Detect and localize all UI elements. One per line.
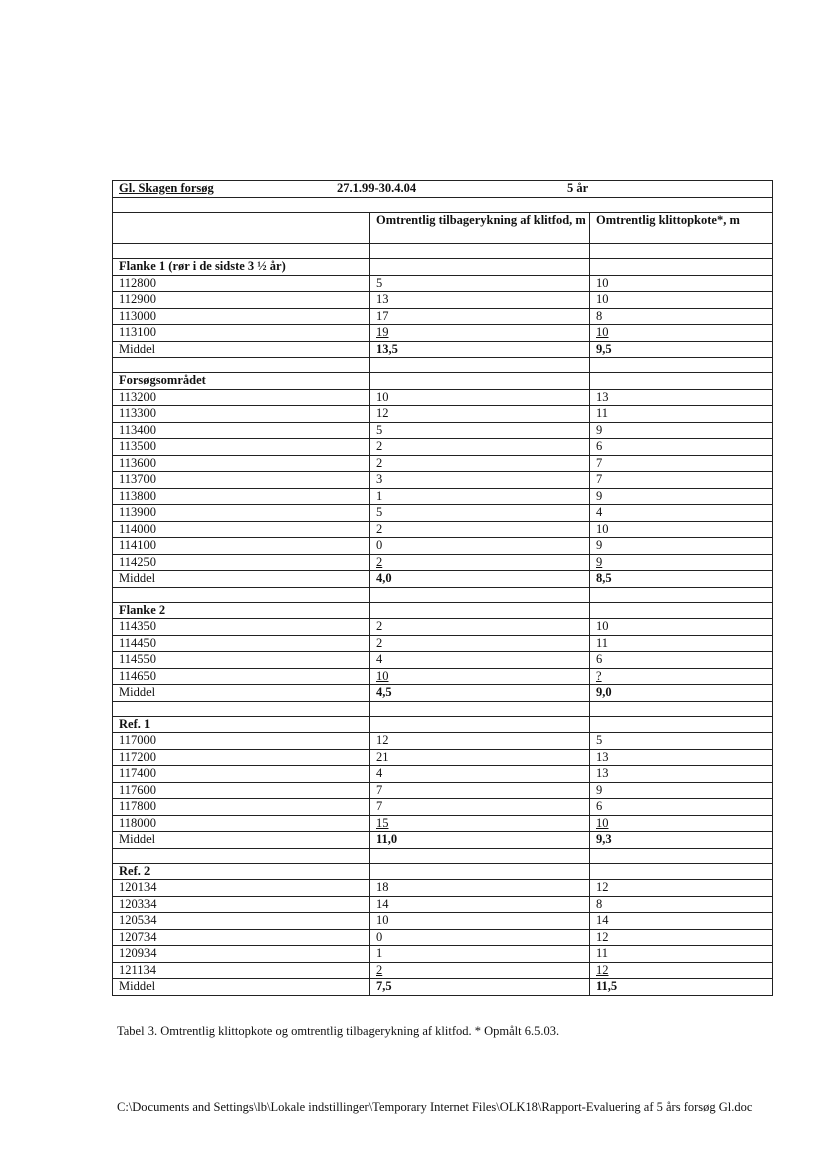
profile-id: 114000 bbox=[113, 521, 370, 538]
mean-label: Middel bbox=[113, 832, 370, 849]
empty-cell bbox=[370, 602, 590, 619]
spacer-row bbox=[113, 244, 773, 259]
table-row bbox=[113, 619, 773, 636]
mean-row bbox=[113, 979, 773, 996]
dune-top-value: 8 bbox=[590, 896, 773, 913]
dune-top-value: 8 bbox=[590, 308, 773, 325]
retreat-value: 2 bbox=[370, 554, 590, 571]
retreat-value: 7 bbox=[370, 782, 590, 799]
dune-top-value: 13 bbox=[590, 389, 773, 406]
table-row bbox=[113, 308, 773, 325]
retreat-value: 2 bbox=[370, 439, 590, 456]
empty-cell bbox=[370, 373, 590, 390]
header-retreat: Omtrentlig tilbagerykning af klitfod, m bbox=[370, 213, 590, 244]
dune-top-value: 7 bbox=[590, 472, 773, 489]
mean-row bbox=[113, 571, 773, 588]
retreat-value: 4 bbox=[370, 652, 590, 669]
section-heading-row bbox=[113, 602, 773, 619]
table-row bbox=[113, 766, 773, 783]
retreat-value: 10 bbox=[370, 668, 590, 685]
table-row bbox=[113, 913, 773, 930]
results-table-body bbox=[113, 181, 773, 996]
table-row bbox=[113, 635, 773, 652]
mean-row bbox=[113, 341, 773, 358]
dune-top-value: 10 bbox=[590, 619, 773, 636]
experiment-name: Gl. Skagen forsøg bbox=[119, 181, 214, 195]
profile-id: 113800 bbox=[113, 488, 370, 505]
dune-top-value: 4 bbox=[590, 505, 773, 522]
dune-top-value: 9 bbox=[590, 782, 773, 799]
spacer-cell bbox=[113, 358, 370, 373]
empty-cell bbox=[370, 716, 590, 733]
retreat-value: 0 bbox=[370, 929, 590, 946]
retreat-value: 2 bbox=[370, 455, 590, 472]
retreat-value: 2 bbox=[370, 635, 590, 652]
retreat-value: 17 bbox=[370, 308, 590, 325]
retreat-value: 18 bbox=[370, 880, 590, 897]
profile-id: 114650 bbox=[113, 668, 370, 685]
retreat-value: 1 bbox=[370, 488, 590, 505]
profile-id: 120734 bbox=[113, 929, 370, 946]
profile-id: 118000 bbox=[113, 815, 370, 832]
spacer-cell bbox=[370, 701, 590, 716]
empty-cell bbox=[590, 259, 773, 276]
section-heading-row bbox=[113, 259, 773, 276]
profile-id: 113600 bbox=[113, 455, 370, 472]
retreat-value: 0 bbox=[370, 538, 590, 555]
table-row bbox=[113, 538, 773, 555]
table-row bbox=[113, 880, 773, 897]
table-row bbox=[113, 505, 773, 522]
section-heading-row bbox=[113, 863, 773, 880]
table-caption: Tabel 3. Omtrentlig klittopkote og omtrentlig tilbagerykning af klitfod. * Opmålt 6.5.03. bbox=[117, 1024, 560, 1038]
duration: 5 år bbox=[567, 181, 589, 195]
dune-top-value: 14 bbox=[590, 913, 773, 930]
dune-top-value: 10 bbox=[590, 521, 773, 538]
blank-row bbox=[113, 198, 773, 213]
retreat-value: 3 bbox=[370, 472, 590, 489]
profile-id: 113500 bbox=[113, 439, 370, 456]
table-row bbox=[113, 815, 773, 832]
retreat-value: 15 bbox=[370, 815, 590, 832]
table-row bbox=[113, 422, 773, 439]
mean-label: Middel bbox=[113, 979, 370, 996]
dune-top-value: 6 bbox=[590, 652, 773, 669]
profile-id: 117200 bbox=[113, 749, 370, 766]
spacer-cell bbox=[370, 358, 590, 373]
retreat-value: 10 bbox=[370, 913, 590, 930]
dune-top-value: 13 bbox=[590, 766, 773, 783]
profile-id: 121134 bbox=[113, 962, 370, 979]
retreat-value: 5 bbox=[370, 275, 590, 292]
mean-retreat: 7,5 bbox=[370, 979, 590, 996]
title-cell bbox=[113, 181, 773, 198]
spacer-cell bbox=[370, 848, 590, 863]
retreat-value: 12 bbox=[370, 406, 590, 423]
empty-cell bbox=[370, 259, 590, 276]
dune-top-value: 10 bbox=[590, 292, 773, 309]
empty-cell bbox=[590, 716, 773, 733]
dune-top-value: 11 bbox=[590, 946, 773, 963]
mean-retreat: 13,5 bbox=[370, 341, 590, 358]
retreat-value: 7 bbox=[370, 799, 590, 816]
spacer-cell bbox=[113, 701, 370, 716]
profile-id: 113000 bbox=[113, 308, 370, 325]
mean-retreat: 4,5 bbox=[370, 685, 590, 702]
retreat-value: 19 bbox=[370, 325, 590, 342]
mean-label: Middel bbox=[113, 571, 370, 588]
section-heading-row bbox=[113, 716, 773, 733]
table-row bbox=[113, 652, 773, 669]
retreat-value: 2 bbox=[370, 619, 590, 636]
retreat-value: 14 bbox=[370, 896, 590, 913]
retreat-value: 13 bbox=[370, 292, 590, 309]
dune-top-value: 12 bbox=[590, 929, 773, 946]
results-table bbox=[112, 180, 773, 996]
profile-id: 114250 bbox=[113, 554, 370, 571]
profile-id: 117600 bbox=[113, 782, 370, 799]
spacer-cell bbox=[370, 244, 590, 259]
table-row bbox=[113, 749, 773, 766]
section-heading: Flanke 2 bbox=[113, 602, 370, 619]
dune-top-value: 7 bbox=[590, 455, 773, 472]
table-row bbox=[113, 554, 773, 571]
dune-top-value: 6 bbox=[590, 439, 773, 456]
mean-dune-top: 8,5 bbox=[590, 571, 773, 588]
dune-top-value: 11 bbox=[590, 406, 773, 423]
spacer-cell bbox=[113, 244, 370, 259]
dune-top-value: 9 bbox=[590, 488, 773, 505]
header-empty-cell bbox=[113, 213, 370, 244]
table-row bbox=[113, 406, 773, 423]
profile-id: 120534 bbox=[113, 913, 370, 930]
profile-id: 113400 bbox=[113, 422, 370, 439]
section-heading: Flanke 1 (rør i de sidste 3 ½ år) bbox=[113, 259, 370, 276]
section-heading-row bbox=[113, 373, 773, 390]
mean-dune-top: 9,5 bbox=[590, 341, 773, 358]
mean-retreat: 4,0 bbox=[370, 571, 590, 588]
date-range: 27.1.99-30.4.04 bbox=[337, 181, 417, 195]
profile-id: 114350 bbox=[113, 619, 370, 636]
spacer-cell bbox=[590, 358, 773, 373]
spacer-cell bbox=[370, 587, 590, 602]
retreat-value: 2 bbox=[370, 962, 590, 979]
empty-cell bbox=[370, 863, 590, 880]
profile-id: 112800 bbox=[113, 275, 370, 292]
profile-id: 113700 bbox=[113, 472, 370, 489]
profile-id: 114450 bbox=[113, 635, 370, 652]
mean-row bbox=[113, 685, 773, 702]
table-row bbox=[113, 389, 773, 406]
retreat-value: 4 bbox=[370, 766, 590, 783]
dune-top-value: 9 bbox=[590, 538, 773, 555]
table-row bbox=[113, 325, 773, 342]
mean-dune-top: 11,5 bbox=[590, 979, 773, 996]
dune-top-value: 9 bbox=[590, 422, 773, 439]
section-heading: Forsøgsområdet bbox=[113, 373, 370, 390]
retreat-value: 10 bbox=[370, 389, 590, 406]
title-row bbox=[113, 181, 773, 198]
section-heading: Ref. 1 bbox=[113, 716, 370, 733]
dune-top-value: 12 bbox=[590, 962, 773, 979]
profile-id: 120934 bbox=[113, 946, 370, 963]
profile-id: 117400 bbox=[113, 766, 370, 783]
retreat-value: 1 bbox=[370, 946, 590, 963]
mean-dune-top: 9,3 bbox=[590, 832, 773, 849]
table-row bbox=[113, 668, 773, 685]
section-heading: Ref. 2 bbox=[113, 863, 370, 880]
dune-top-value: ? bbox=[590, 668, 773, 685]
retreat-value: 21 bbox=[370, 749, 590, 766]
dune-top-value: 11 bbox=[590, 635, 773, 652]
profile-id: 114550 bbox=[113, 652, 370, 669]
footer-file-path: C:\Documents and Settings\lb\Lokale indstillinger\Temporary Internet Files\OLK18\Rapport-Evaluering af 5 års forsøg Gl.doc bbox=[117, 1100, 753, 1114]
profile-id: 114100 bbox=[113, 538, 370, 555]
mean-label: Middel bbox=[113, 685, 370, 702]
dune-top-value: 12 bbox=[590, 880, 773, 897]
profile-id: 113100 bbox=[113, 325, 370, 342]
spacer-row bbox=[113, 587, 773, 602]
mean-retreat: 11,0 bbox=[370, 832, 590, 849]
spacer-cell bbox=[590, 587, 773, 602]
table-row bbox=[113, 455, 773, 472]
dune-top-value: 10 bbox=[590, 325, 773, 342]
dune-top-value: 5 bbox=[590, 733, 773, 750]
mean-row bbox=[113, 832, 773, 849]
profile-id: 113900 bbox=[113, 505, 370, 522]
empty-cell bbox=[590, 602, 773, 619]
profile-id: 113300 bbox=[113, 406, 370, 423]
header-dune-top: Omtrentlig klittopkote*, m bbox=[590, 213, 773, 244]
spacer-cell bbox=[113, 848, 370, 863]
table-row bbox=[113, 521, 773, 538]
profile-id: 113200 bbox=[113, 389, 370, 406]
retreat-value: 12 bbox=[370, 733, 590, 750]
profile-id: 120134 bbox=[113, 880, 370, 897]
table-row bbox=[113, 962, 773, 979]
profile-id: 112900 bbox=[113, 292, 370, 309]
table-row bbox=[113, 946, 773, 963]
dune-top-value: 13 bbox=[590, 749, 773, 766]
spacer-cell bbox=[590, 244, 773, 259]
table-row bbox=[113, 782, 773, 799]
table-row bbox=[113, 896, 773, 913]
empty-cell bbox=[590, 373, 773, 390]
table-row bbox=[113, 292, 773, 309]
retreat-value: 5 bbox=[370, 505, 590, 522]
spacer-row bbox=[113, 701, 773, 716]
dune-top-value: 10 bbox=[590, 815, 773, 832]
spacer-row bbox=[113, 848, 773, 863]
dune-top-value: 9 bbox=[590, 554, 773, 571]
table-row bbox=[113, 439, 773, 456]
spacer-cell bbox=[113, 587, 370, 602]
dune-top-value: 6 bbox=[590, 799, 773, 816]
spacer-row bbox=[113, 358, 773, 373]
profile-id: 117000 bbox=[113, 733, 370, 750]
spacer-cell bbox=[590, 701, 773, 716]
table-row bbox=[113, 733, 773, 750]
profile-id: 117800 bbox=[113, 799, 370, 816]
retreat-value: 2 bbox=[370, 521, 590, 538]
profile-id: 120334 bbox=[113, 896, 370, 913]
mean-label: Middel bbox=[113, 341, 370, 358]
table-row bbox=[113, 275, 773, 292]
dune-top-value: 10 bbox=[590, 275, 773, 292]
retreat-value: 5 bbox=[370, 422, 590, 439]
table-row bbox=[113, 929, 773, 946]
table-row bbox=[113, 488, 773, 505]
spacer-cell bbox=[590, 848, 773, 863]
empty-cell bbox=[590, 863, 773, 880]
table-row bbox=[113, 799, 773, 816]
table-row bbox=[113, 472, 773, 489]
header-row bbox=[113, 213, 773, 244]
mean-dune-top: 9,0 bbox=[590, 685, 773, 702]
